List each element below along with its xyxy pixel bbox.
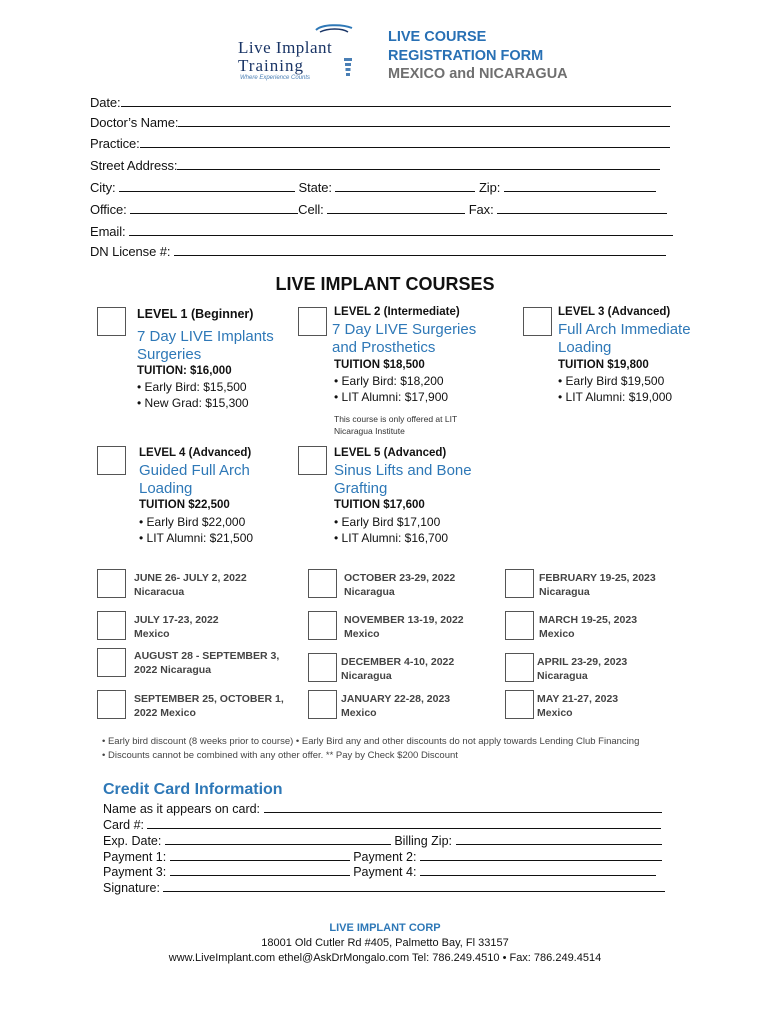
- level2-early-bird: • Early Bird: $18,200: [334, 374, 444, 388]
- form-title: LIVE COURSE REGISTRATION FORM: [388, 29, 544, 64]
- course-date: DECEMBER 4-10, 2022 Nicaragua: [341, 656, 455, 682]
- date-field[interactable]: Date:: [90, 95, 671, 110]
- course-date: MARCH 19-25, 2023 Mexico: [539, 614, 638, 640]
- level3-checkbox[interactable]: [523, 307, 552, 336]
- logo: [228, 22, 368, 84]
- card-name-field[interactable]: Name as it appears on card:: [103, 802, 662, 816]
- level2-checkbox[interactable]: [298, 307, 327, 336]
- payment-3-4-row[interactable]: Payment 3: Payment 4:: [103, 865, 656, 879]
- card-number-field[interactable]: Card #:: [103, 818, 661, 832]
- date-checkbox[interactable]: [97, 569, 126, 598]
- logo-text-line2: Training: [238, 56, 304, 75]
- date-checkbox[interactable]: [505, 653, 534, 682]
- level4-course-name: Guided Full Arch Loading: [139, 462, 250, 497]
- level5-course-name: Sinus Lifts and Bone Grafting: [334, 462, 472, 497]
- level2-heading: LEVEL 2 (Intermediate): [334, 306, 460, 318]
- date-checkbox[interactable]: [308, 690, 337, 719]
- form-subtitle: MEXICO and NICARAGUA: [388, 66, 568, 82]
- level3-alumni: • LIT Alumni: $19,000: [558, 390, 673, 404]
- date-checkbox[interactable]: [505, 611, 534, 640]
- level4-heading: LEVEL 4 (Advanced): [139, 447, 252, 459]
- footer-contact: www.LiveImplant.com ethel@AskDrMongalo.com Tel: 786.249.4510 • Fax: 786.249.4514: [168, 952, 602, 964]
- level4-early-bird: • Early Bird $22,000: [139, 515, 246, 529]
- payment-1-2-row[interactable]: Payment 1: Payment 2:: [103, 850, 662, 864]
- license-field[interactable]: DN License #:: [90, 244, 666, 259]
- credit-card-title: Credit Card Information: [103, 781, 283, 798]
- street-address-field[interactable]: Street Address:: [90, 158, 660, 173]
- course-date: OCTOBER 23-29, 2022 Nicaragua: [344, 572, 456, 598]
- level2-tuition: TUITION $18,500: [334, 359, 425, 371]
- date-checkbox[interactable]: [308, 569, 337, 598]
- course-date: SEPTEMBER 25, OCTOBER 1, 2022 Mexico: [134, 693, 284, 719]
- date-checkbox[interactable]: [308, 611, 337, 640]
- level5-checkbox[interactable]: [298, 446, 327, 475]
- level3-tuition: TUITION $19,800: [558, 359, 649, 371]
- exp-billing-row[interactable]: Exp. Date: Billing Zip:: [103, 834, 662, 848]
- level5-early-bird: • Early Bird $17,100: [334, 515, 441, 529]
- level1-course-name: 7 Day LIVE Implants Surgeries: [137, 328, 274, 363]
- level4-checkbox[interactable]: [97, 446, 126, 475]
- level1-tuition: TUITION: $16,000: [137, 365, 232, 377]
- signature-field[interactable]: Signature:: [103, 881, 665, 895]
- level1-new-grad: • New Grad: $15,300: [137, 396, 249, 410]
- logo-text-line1: Live Implant: [238, 38, 333, 57]
- office-cell-fax-row[interactable]: Office: Cell: Fax:: [90, 202, 667, 217]
- level2-note: This course is only offered at LIT Nicaragua Institute: [334, 414, 457, 436]
- course-date: JUNE 26- JULY 2, 2022 Nicaracua: [134, 572, 247, 598]
- date-checkbox[interactable]: [97, 648, 126, 677]
- level3-early-bird: • Early Bird $19,500: [558, 374, 665, 388]
- level2-course-name: 7 Day LIVE Surgeries and Prosthetics: [332, 321, 477, 356]
- courses-title: LIVE IMPLANT COURSES: [275, 274, 495, 294]
- date-checkbox[interactable]: [505, 690, 534, 719]
- date-checkbox[interactable]: [97, 611, 126, 640]
- level2-alumni: • LIT Alumni: $17,900: [334, 390, 449, 404]
- date-checkbox[interactable]: [308, 653, 337, 682]
- doctor-name-field[interactable]: Doctor’s Name:: [90, 115, 670, 130]
- email-field[interactable]: Email:: [90, 224, 673, 239]
- level5-heading: LEVEL 5 (Advanced): [334, 447, 447, 459]
- course-date: NOVEMBER 13-19, 2022 Mexico: [344, 614, 464, 640]
- course-date: MAY 21-27, 2023 Mexico: [537, 693, 619, 719]
- city-state-zip-row[interactable]: City: State: Zip:: [90, 180, 656, 195]
- footer-company: LIVE IMPLANT CORP: [329, 922, 441, 934]
- level1-early-bird: • Early Bird: $15,500: [137, 380, 247, 394]
- footer-address: 18001 Old Cutler Rd #405, Palmetto Bay, Fl 33157: [261, 937, 509, 949]
- level1-checkbox[interactable]: [97, 307, 126, 336]
- level1-heading: LEVEL 1 (Beginner): [137, 307, 254, 321]
- level5-alumni: • LIT Alumni: $16,700: [334, 531, 449, 545]
- practice-field[interactable]: Practice:: [90, 136, 670, 151]
- level5-tuition: TUITION $17,600: [334, 499, 425, 511]
- level4-tuition: TUITION $22,500: [139, 499, 230, 511]
- course-date: JULY 17-23, 2022 Mexico: [134, 614, 219, 640]
- logo-tagline: Where Experience Counts: [240, 75, 311, 81]
- course-date: APRIL 23-29, 2023 Nicaragua: [537, 656, 628, 682]
- level3-heading: LEVEL 3 (Advanced): [558, 306, 671, 318]
- course-date: FEBRUARY 19-25, 2023 Nicaragua: [539, 572, 656, 598]
- discount-note-2: • Discounts cannot be combined with any other offer. ** Pay by Check $200 Discount: [102, 750, 458, 761]
- discount-note-1: • Early bird discount (8 weeks prior to course) • Early Bird any and other discounts do not apply towards Lending Club Financing: [102, 736, 640, 747]
- date-checkbox[interactable]: [505, 569, 534, 598]
- level3-course-name: Full Arch Immediate Loading: [558, 321, 691, 356]
- level4-alumni: • LIT Alumni: $21,500: [139, 531, 254, 545]
- course-date: JANUARY 22-28, 2023 Mexico: [341, 693, 451, 719]
- date-checkbox[interactable]: [97, 690, 126, 719]
- course-date: AUGUST 28 - SEPTEMBER 3, 2022 Nicaragua: [134, 650, 280, 676]
